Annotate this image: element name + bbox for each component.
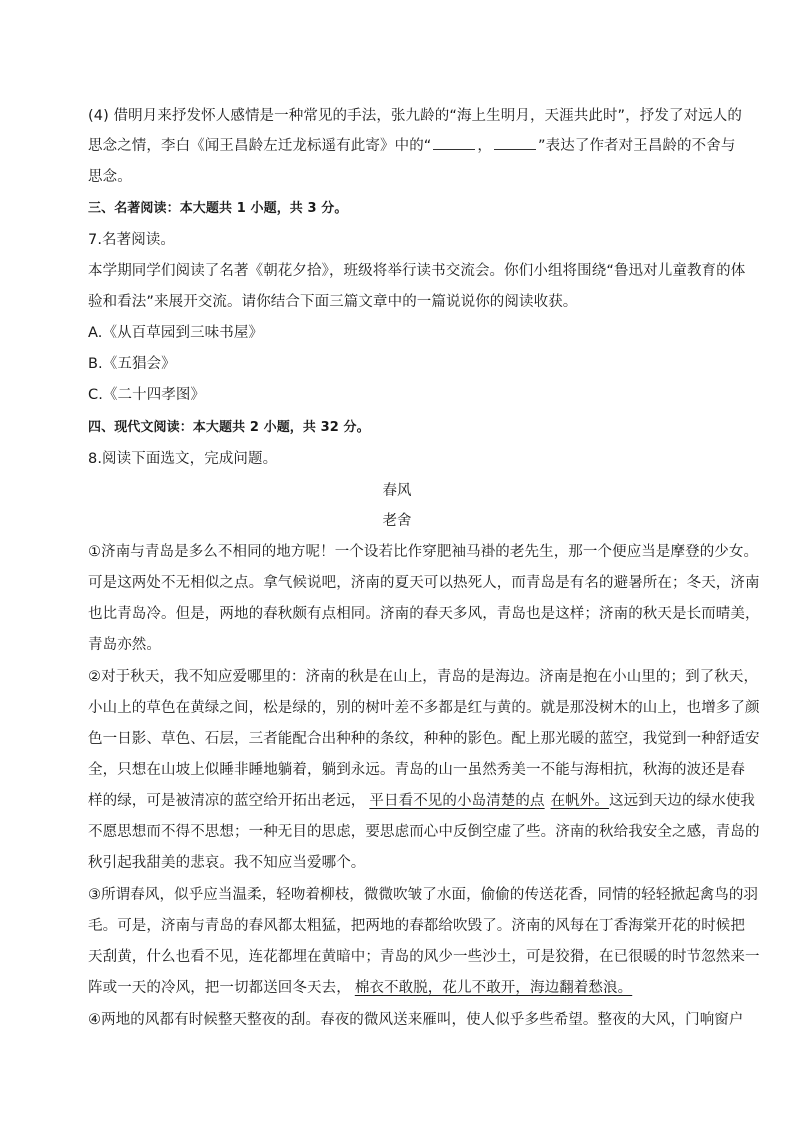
underlined-sentence: 在帆外。 [550, 793, 610, 809]
article-paragraph-3-line: 天刮黄，什么也看不见，连花都埋在黄暗中；青岛的风少一些沙土，可是狡猾，在已很暖的时节忽然来一 [88, 949, 760, 965]
text-segment: 这远到天边的绿水使我 [609, 793, 756, 809]
article-paragraph-2-line: 秋引起我甜美的悲哀。我不知应当爱哪个。 [88, 855, 366, 871]
article-paragraph-2-line: 全，只想在山坡上似睡非睡地躺着，躺到永远。青岛的山一虽然秀美一不能与海相抗，秋海的波还是春 [88, 762, 745, 778]
q7-title: 7.名著阅读。 [88, 232, 176, 248]
q8-title: 8.阅读下面选文，完成问题。 [88, 451, 278, 467]
q7-option-b: B.《五猖会》 [88, 356, 176, 372]
underlined-sentence: 棉衣不敢脱，花儿不敢开，海边翻着愁浪。 [354, 980, 633, 996]
article-paragraph-2-line: 色一日影、草色、石层，三者能配合出种种的条纹，种种的影色。配上那光暖的蓝空，我觉到一种舒适安 [88, 731, 760, 747]
section-4-heading: 四、现代文阅读：本大题共 2 小题，共 32 分。 [88, 420, 370, 435]
q4-line-2-text-a: 思念之情，李白《闻王昌龄左迁龙标遥有此寄》中的“ [88, 138, 432, 154]
q7-option-c: C.《二十四孝图》 [88, 387, 206, 403]
article-paragraph-3-line: ③所谓春风，似乎应当温柔，轻吻着柳枝，微微吹皱了水面，偷偷的传送花香，同情的轻轻掀起禽鸟的羽 [88, 887, 759, 903]
answer-blank-2[interactable] [494, 137, 536, 150]
article-paragraph-3-line: 毛。可是，济南与青岛的春风都太粗猛，把两地的春都给吹毁了。济南的风每在丁香海棠开花的时候把 [88, 918, 745, 934]
article-paragraph-2-line [88, 789, 755, 810]
underlined-sentence: 平日看不见的小岛清楚的点 [369, 793, 545, 809]
article-paragraph-4-line: ④两地的风都有时候整天整夜的刮。春夜的微风送来雁叫，使人似乎多些希望。整夜的大风，门响窗户 [88, 1012, 744, 1028]
article-title: 春风 [382, 483, 412, 499]
q7-paragraph-line-1: 本学期同学们阅读了名著《朝花夕拾》，班级将举行读书交流会。你们小组将围绕“鲁迅对儿童教育的体 [88, 263, 746, 279]
q7-paragraph-line-2: 验和看法”来展开交流。请你结合下面三篇文章中的一篇说说你的阅读收获。 [88, 294, 578, 310]
q4-line-3: 思念。 [88, 169, 132, 185]
text-segment: 阵或一天的冷风，把一切都送回冬天去， [88, 980, 351, 996]
article-paragraph-2-line: 不愿思想而不得不思想；一种无目的思虑，要思虑而心中反倒空虚了些。济南的秋给我安全之感，青岛的 [88, 824, 760, 840]
article-paragraph-2-line: ②对于秋天，我不知应爱哪里的：济南的秋是在山上，青岛的是海边。济南是抱在小山里的；到了秋天， [88, 669, 759, 685]
q7-option-a: A.《从百草园到三味书屋》 [88, 325, 264, 341]
answer-blank-1[interactable] [433, 137, 475, 150]
article-author: 老舍 [382, 513, 412, 529]
section-3-heading: 三、名著阅读：本大题共 1 小题，共 3 分。 [88, 201, 348, 216]
article-paragraph-1-line: 青岛亦然。 [88, 637, 161, 653]
q4-line-2-separator: ， [477, 138, 493, 154]
q4-line-2-text-b: ”表达了作者对王昌龄的不舍与 [538, 138, 736, 154]
q4-line-1: (4) 借明月来抒发怀人感情是一种常见的手法，张九龄的“海上生明月，天涯共此时”，抒发了对远人的 [88, 108, 742, 124]
article-paragraph-3-line [88, 976, 632, 997]
article-paragraph-1-line: 也比青岛冷。但是，两地的春秋颇有点相同。济南的春天多风，青岛也是这样；济南的秋天是长而晴美， [88, 606, 760, 622]
q4-line-2 [88, 134, 735, 155]
text-segment: 样的绿，可是被清凉的蓝空给开拓出老远， [88, 793, 366, 809]
article-paragraph-1-line: ①济南与青岛是多么不相同的地方呢！一个设若比作穿肥袖马褂的老先生，那一个便应当是摩登的少女。 [88, 544, 759, 560]
article-paragraph-2-line: 小山上的草色在黄绿之间，松是绿的，别的树叶差不多都是红与黄的。就是那没树木的山上，也增多了颜 [88, 700, 760, 716]
article-paragraph-1-line: 可是这两处不无相似之点。拿气候说吧，济南的夏天可以热死人，而青岛是有名的避暑所在；冬天，济南 [88, 575, 760, 591]
